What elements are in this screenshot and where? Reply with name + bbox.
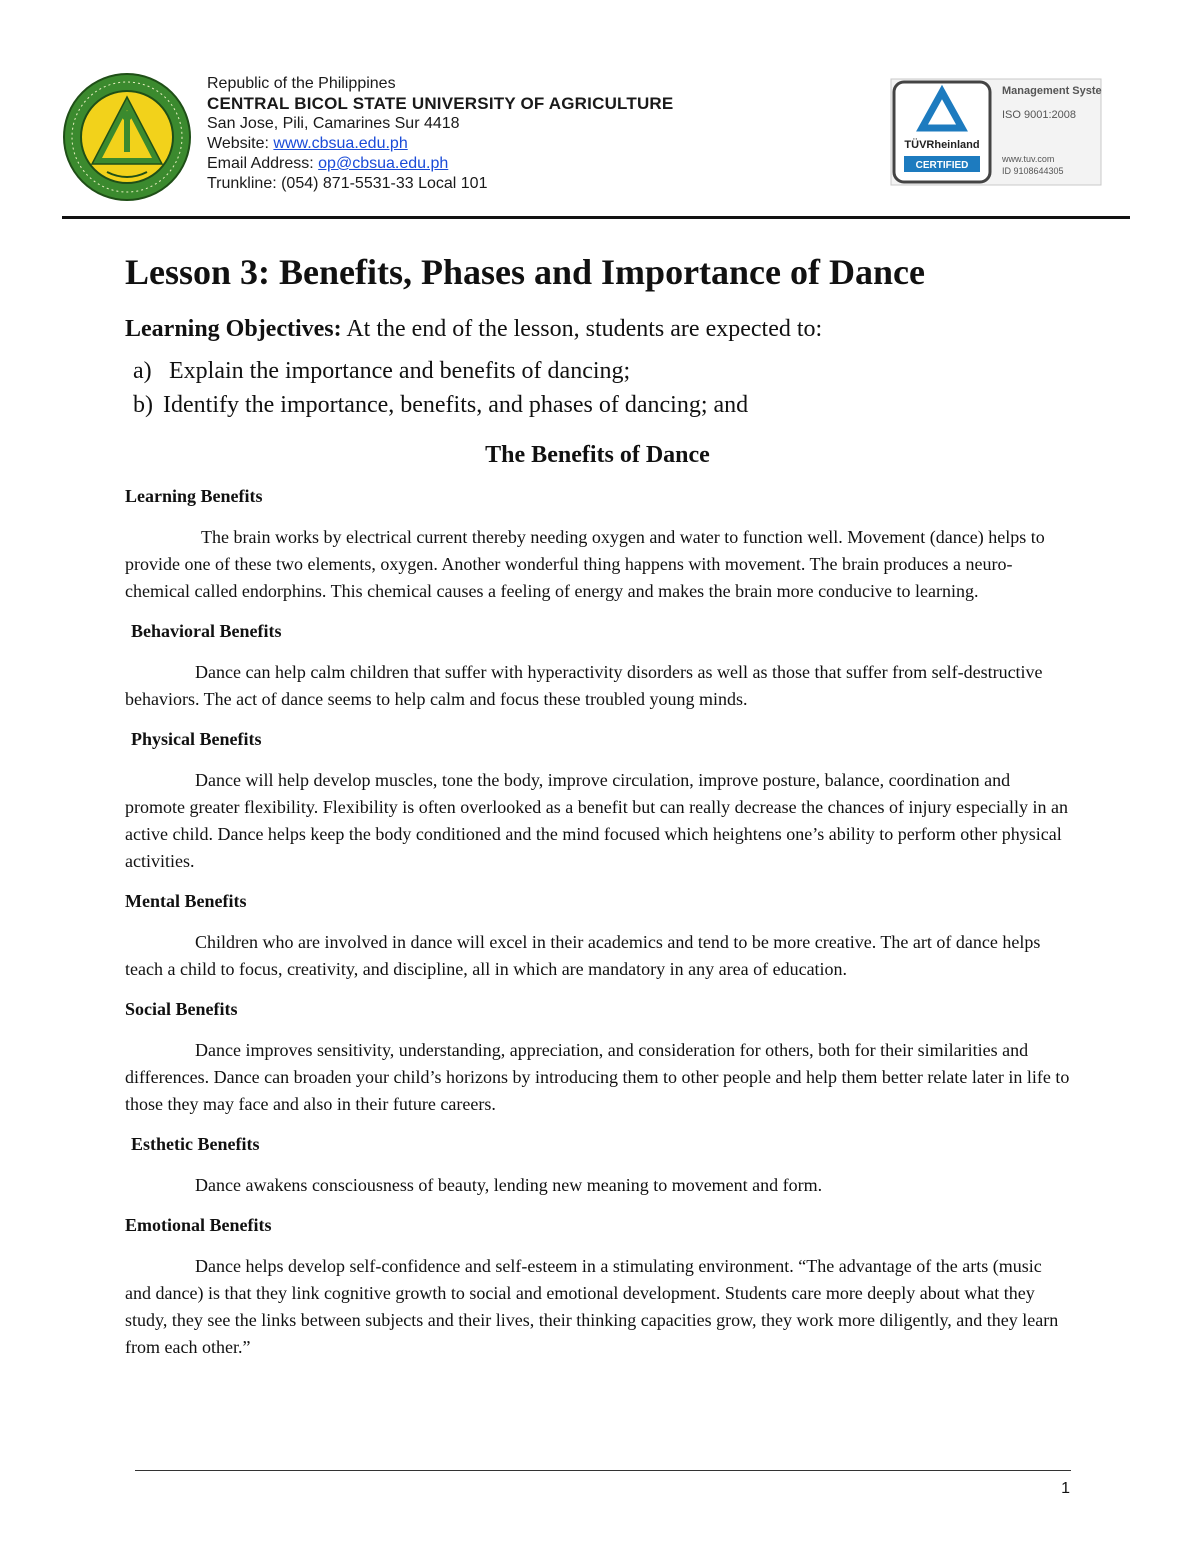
benefit-text: Children who are involved in dance will excel in their academics and tend to be more creative. The art of dance helps teach a child to focus, creativity, and discipline, all in which are mandatory in any area of education. [125,932,1041,979]
benefit-emotional [125,1213,1070,1361]
benefit-learning [125,484,1070,605]
objective-item [125,388,1070,422]
objective-text: Explain the importance and benefits of dancing; [169,358,631,384]
benefit-social [125,997,1070,1118]
benefit-text: Dance improves sensitivity, understanding, appreciation, and consideration for others, both for their similarities and differences. Dance can broaden your child’s horizons by introducing them to other people and help them better relate later in life to those they may face and also in their future careers. [125,1040,1070,1114]
benefit-mental [125,889,1070,983]
page-number: 1 [1061,1480,1070,1497]
benefit-behavioral [125,619,1070,713]
email-label: Email Address: [207,155,319,172]
lesson-content [125,248,1070,1361]
benefit-heading: Learning Benefits [125,486,263,506]
benefit-heading: Emotional Benefits [125,1215,272,1235]
website-line [207,134,673,154]
benefit-heading: Physical Benefits [131,729,262,749]
iso-certification-badge [890,78,1102,186]
address-line: San Jose, Pili, Camarines Sur 4418 [207,115,460,132]
objective-marker: b) [133,392,153,418]
objective-marker: a) [133,358,152,384]
objective-text: Identify the importance, benefits, and phases of dancing; and [163,392,749,418]
email-line [207,154,673,174]
republic-line: Republic of the Philippines [207,75,396,92]
benefit-heading: Mental Benefits [125,891,247,911]
learning-objectives-intro [125,314,1070,344]
header-address-block [207,74,673,194]
iso-standard-text: ISO 9001:2008 [1002,109,1077,121]
benefit-physical [125,727,1070,875]
objective-item [125,354,1070,388]
benefit-heading: Behavioral Benefits [131,621,282,641]
website-link[interactable]: www.cbsua.edu.ph [273,135,408,152]
section-title: The Benefits of Dance [485,442,710,468]
objectives-intro-text: At the end of the lesson, students are expected to: [341,316,823,342]
objectives-list [125,354,1070,422]
benefit-esthetic [125,1132,1070,1199]
benefit-text: Dance awakens consciousness of beauty, lending new meaning to movement and form. [195,1175,823,1195]
trunkline-line: Trunkline: (054) 871-5531-33 Local 101 [207,175,488,192]
benefit-heading: Esthetic Benefits [131,1134,260,1154]
university-seal-logo [62,72,192,202]
iso-system-text: Management System [1002,85,1102,97]
website-label: Website: [207,135,274,152]
lesson-title: Lesson 3: Benefits, Phases and Importance of Dance [125,252,925,292]
iso-certified-text: CERTIFIED [915,160,969,171]
university-name: CENTRAL BICOL STATE UNIVERSITY OF AGRICULTURE [207,94,674,113]
iso-site-text: www.tuv.com [1002,154,1055,164]
footer-divider [135,1470,1071,1471]
iso-brand-text: TÜVRheinland [904,139,980,151]
iso-id-text: ID 9108644305 [1002,166,1064,176]
benefit-text: Dance helps develop self-confidence and self-esteem in a stimulating environment. “The advantage of the arts (music and dance) is that they link cognitive growth to social and emotional development. Students care more deeply about what they study, they see the links between subjects and their lives, their thinking capacities grow, they work more diligently, and they learn from each other.” [125,1256,1059,1357]
email-link[interactable]: op@cbsua.edu.ph [318,155,449,172]
benefit-text: Dance can help calm children that suffer with hyperactivity disorders as well as those that suffer from self-destructive behaviors. The act of dance seems to help calm and focus these troubled young minds. [125,662,1043,709]
header-divider [62,216,1130,219]
benefit-text: Dance will help develop muscles, tone the body, improve circulation, improve posture, balance, coordination and promote greater flexibility. Flexibility is often overlooked as a benefit but can really decrease the chances of injury especially in an active child. Dance helps keep the body conditioned and the mind focused which heightens one’s ability to perform other physical activities. [125,770,1068,871]
benefit-heading: Social Benefits [125,999,238,1019]
benefit-text: The brain works by electrical current thereby needing oxygen and water to function well. Movement (dance) helps to provide one of these two elements, oxygen. Another wonderful thing happens with movement. The brain produces a neuro-chemical called endorphins. This chemical causes a feeling of energy and makes the brain more conducive to learning. [125,527,1045,601]
objectives-label: Learning Objectives: [125,316,342,342]
